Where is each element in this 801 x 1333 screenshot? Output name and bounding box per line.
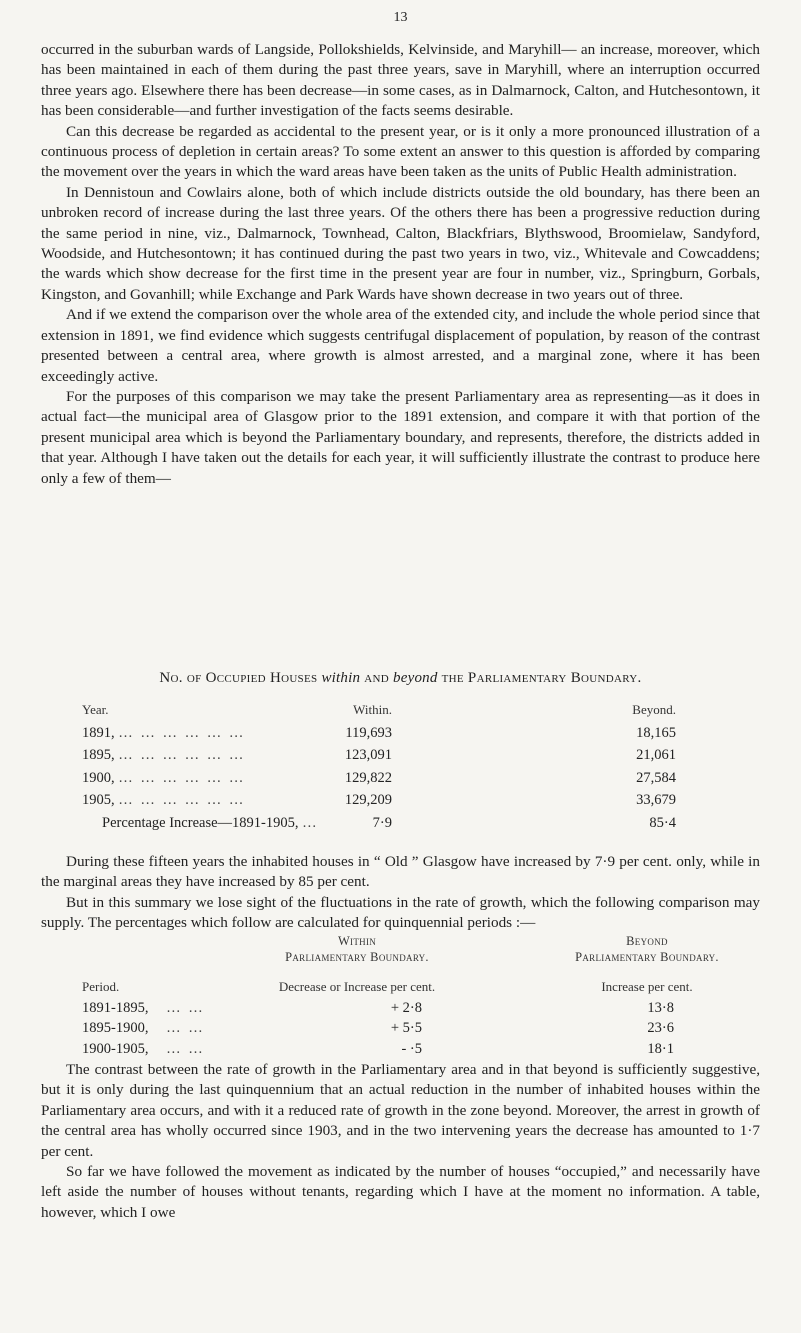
- rate-table-header: [82, 933, 762, 977]
- period-cell: 1895-1900,: [82, 1020, 149, 1036]
- within-cell: 123,091: [344, 747, 392, 763]
- period-cell: 1900-1905,: [82, 1040, 149, 1057]
- within-percentage: 7·9: [372, 814, 392, 831]
- beyond-percentage: 85·4: [649, 814, 676, 831]
- within-cell: + 2·8: [390, 999, 422, 1016]
- page-number: 13: [393, 10, 408, 25]
- paragraph: In Dennistoun and Cowlairs alone, both of which include districts outside the old boundary, has there been an unbroken record of increase during the last three years. Of the others there has been a progressive reduction during the same period in nine, viz., Dalmarnock, Townhead, Calton, Blackfriars, Blythswood, Broomielaw, Sandyford, Woodside, and Hutchesontown; it has continued during the past two years in two, viz., Whitevale and Cowcaddens; the wards which show decrease for the first time in the present year are four in number, viz., Springburn, Gorbals, Kingston, and Govanhill; while Exchange and Park Wards have shown decrease in two years out of three.: [41, 183, 760, 303]
- year-cell: 1905,: [82, 792, 115, 808]
- within-cell: 129,822: [344, 769, 392, 786]
- paragraph: So far we have followed the movement as indicated by the number of houses “occupied,” and necessarily have left aside the number of houses without tenants, regarding which I have at the moment no information. A table, however, which I owe: [41, 1163, 760, 1221]
- beyond-cell: 18,165: [636, 724, 676, 741]
- beyond-header: Beyond.: [632, 702, 676, 717]
- beyond-cell: 23·6: [647, 1020, 674, 1036]
- paragraph: And if we extend the comparison over the whole area of the extended city, and include the whole period since that extension in 1891, we find evidence which suggests centrifugal displacement of population, by reason of the contrast presented between a central area, where growth is almost arrested, and a marginal zone, where it has been exceedingly active.: [41, 306, 760, 385]
- houses-table: [82, 699, 742, 834]
- table-row: 1900-1905, … … - ·5 18·1: [82, 1039, 762, 1060]
- table-row: 1891, … … … … … … 119,693 18,165: [82, 722, 742, 745]
- within-cell: - ·5: [401, 1040, 422, 1057]
- paragraph: The contrast between the rate of growth in the Parliamentary area and in that beyond is sufficiently suggestive, but it is only during the last quinquennium that an actual reduction in the number of inhabited houses within the Parliamentary area occurs, and with it a reduced rate of growth in the zone beyond. Moreover, the arrest in growth of the central area has wholly occurred since 1903, and in the two intervening years the decrease has amounted to 1·7 per cent.: [41, 1061, 760, 1160]
- beyond-group-subheader: Parliamentary Boundary.: [575, 950, 719, 964]
- within-cell: + 5·5: [390, 1020, 422, 1036]
- beyond-cell: 21,061: [636, 747, 676, 763]
- period-header: Period.: [82, 979, 120, 994]
- beyond-cell: 13·8: [647, 999, 674, 1016]
- beyond-cell: 18·1: [647, 1040, 674, 1057]
- table-row: 1905, … … … … … … 129,209 33,679: [82, 789, 742, 812]
- table-row: 1895-1900, … … + 5·5 23·6: [82, 1018, 762, 1039]
- beyond-cell: 33,679: [636, 792, 676, 808]
- table-row: 1900, … … … … … … 129,822 27,584: [82, 767, 742, 790]
- body-text-bottom: [41, 1060, 760, 1223]
- percentage-row: Percentage Increase—1891-1905, … 7·9 85·4: [82, 812, 742, 835]
- year-cell: 1891,: [82, 724, 115, 741]
- within-cell: 119,693: [345, 724, 392, 741]
- within-cell: 129,209: [344, 792, 392, 808]
- table-row: 1895, … … … … … … 123,091 21,061: [82, 744, 742, 767]
- table-header-row: [82, 699, 742, 722]
- body-text-top: [41, 40, 760, 489]
- within-group-subheader: Parliamentary Boundary.: [285, 950, 429, 964]
- paragraph: But in this summary we lose sight of the fluctuations in the rate of growth, which the following comparison may supply. The percentages which follow are calculated for quinquennial periods :—: [41, 893, 760, 932]
- beyond-group-header: Beyond: [626, 934, 668, 948]
- percentage-label: Percentage Increase—1891-1905,: [102, 814, 299, 831]
- period-cell: 1891-1895,: [82, 999, 149, 1016]
- within-group-header: Within: [337, 934, 377, 948]
- beyond-column-header: Increase per cent.: [601, 979, 693, 994]
- year-header: Year.: [82, 702, 109, 717]
- paragraph: occurred in the suburban wards of Langside, Pollokshields, Kelvinside, and Maryhill— an increase, moreover, which has been maintained in each of them during the past three years, save in Maryhill, where an interruption occurred three years ago. Elsewhere there has been decrease—in some cases, as in Dalmarnock, Calton, and Hutchesontown, it has been considerable—and further investigation of the facts seems desirable.: [41, 41, 760, 120]
- paragraph: For the purposes of this comparison we may take the present Parliamentary area as representing—as it does in actual fact—the municipal area of Glasgow prior to the 1891 extension, and compare it with that portion of the present municipal area which is beyond the Parliamentary boundary, and represents, therefore, the districts added in that year. Although I have taken out the details for each year, it will sufficiently illustrate the contrast to produce here only a few of them—: [41, 387, 760, 487]
- year-cell: 1895,: [82, 747, 115, 763]
- body-text-middle: [41, 852, 760, 934]
- table-title: No. of Occupied Houses within and beyond the Parliamentary Boundary.: [159, 670, 642, 686]
- beyond-cell: 27,584: [636, 769, 676, 786]
- paragraph: During these fifteen years the inhabited houses in “ Old ” Glasgow have increased by 7·9 per cent. only, while in the marginal areas they have increased by 85 per cent.: [41, 853, 760, 891]
- rate-table: [82, 933, 762, 1059]
- within-header: Within.: [353, 702, 392, 717]
- table-row: 1891-1895, … … + 2·8 13·8: [82, 998, 762, 1019]
- within-column-header: Decrease or Increase per cent.: [278, 979, 436, 994]
- paragraph: Can this decrease be regarded as accidental to the present year, or is it only a more pronounced illustration of a continuous process of depletion in certain areas? To some extent an answer to this question is afforded by comparing the movement over the years in which the ward areas have been taken as the units of Public Health administration.: [41, 122, 760, 181]
- rate-table-column-row: [82, 977, 762, 998]
- year-cell: 1900,: [82, 769, 115, 786]
